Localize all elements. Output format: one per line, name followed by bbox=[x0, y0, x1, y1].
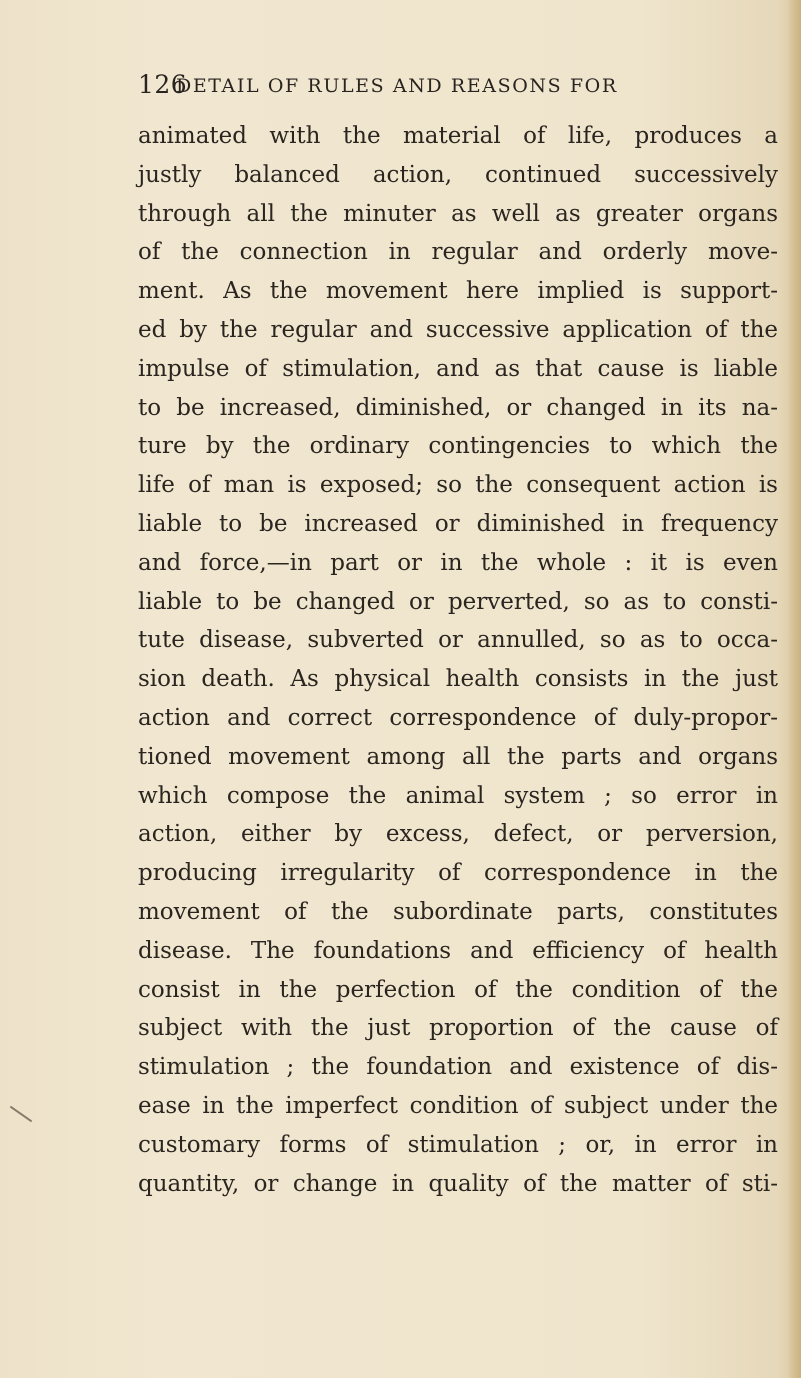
text-line: tute disease, subverted or annulled, so as to occa- bbox=[138, 627, 778, 654]
text-line: producing irregularity of correspondence in the bbox=[138, 860, 778, 887]
page-edge-shadow bbox=[787, 0, 801, 1378]
text-line: disease. The foundations and efficiency of health bbox=[138, 937, 778, 964]
text-line: liable to be changed or perverted, so as to consti- bbox=[138, 588, 778, 615]
text-line: liable to be increased or diminished in frequency bbox=[138, 510, 778, 537]
text-line: and force,—in part or in the whole : it is even bbox=[138, 549, 778, 576]
page-number: 126 bbox=[138, 70, 188, 99]
text-line: action, either by excess, defect, or perversion, bbox=[138, 821, 778, 848]
text-line: ease in the imperfect condition of subject under the bbox=[138, 1092, 778, 1119]
text-line: ment. As the movement here implied is support- bbox=[138, 278, 778, 305]
text-line: action and correct correspondence of duly-propor- bbox=[138, 704, 778, 731]
text-line: ture by the ordinary contingencies to which the bbox=[138, 433, 778, 460]
text-line: customary forms of stimulation ; or, in error in bbox=[138, 1131, 778, 1158]
text-line: quantity, or change in quality of the matter of sti- bbox=[138, 1170, 778, 1197]
text-line: consist in the perfection of the condition of the bbox=[138, 976, 778, 1003]
text-line: tioned movement among all the parts and organs bbox=[138, 743, 778, 770]
text-line: movement of the subordinate parts, constitutes bbox=[138, 898, 778, 925]
text-line: subject with the just proportion of the cause of bbox=[138, 1015, 778, 1042]
text-line: sion death. As physical health consists in the just bbox=[138, 666, 778, 693]
text-line: stimulation ; the foundation and existence of dis- bbox=[138, 1054, 778, 1081]
text-line: animated with the material of life, produces a bbox=[138, 123, 778, 149]
text-line: impulse of stimulation, and as that cause is liable bbox=[138, 355, 778, 382]
running-title: DETAIL OF RULES AND REASONS FOR bbox=[176, 75, 618, 97]
body-text bbox=[138, 117, 778, 1203]
text-line: life of man is exposed; so the consequent action is bbox=[138, 472, 778, 499]
page-header bbox=[138, 68, 778, 108]
text-line: to be increased, diminished, or changed in its na- bbox=[138, 394, 778, 421]
text-line: through all the minuter as well as greater organs bbox=[138, 200, 778, 227]
text-line: ed by the regular and successive application of the bbox=[138, 316, 778, 343]
margin-pencil-mark bbox=[10, 1106, 32, 1123]
text-line: justly balanced action, continued successively bbox=[138, 161, 778, 188]
text-line: which compose the animal system ; so error in bbox=[138, 782, 778, 809]
text-line: of the connection in regular and orderly move- bbox=[138, 239, 778, 266]
